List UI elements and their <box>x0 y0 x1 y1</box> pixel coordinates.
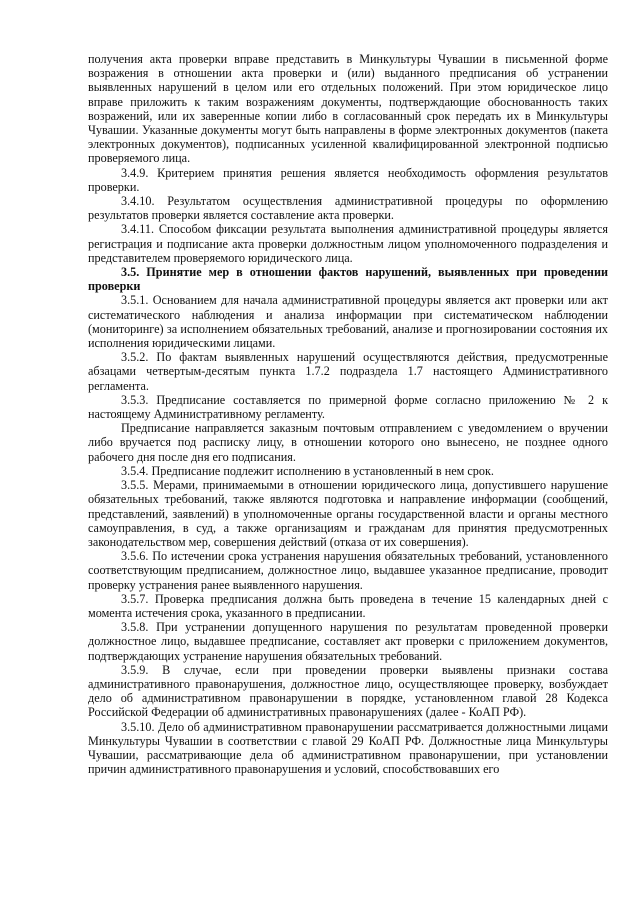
paragraph-3-5-3: 3.5.3. Предписание составляется по примерной форме согласно приложению № 2 к настоящему Административному регламенту. <box>88 392 608 422</box>
paragraph-3-5-9: 3.5.9. В случае, если при проведении проверки выявлены признаки состава административного правонарушения, должностное лицо, осуществляющее проверку, возбуждает дело об административном правонарушении в порядке, установленном главой 28 Кодекса Российской Федерации об административных правонарушениях (далее - КоАП РФ). <box>88 662 608 720</box>
paragraph-3-5-2: 3.5.2. По фактам выявленных нарушений осуществляются действия, предусмотренные абзацами четвертым-десятым пункта 1.7.2 подраздела 1.7 настоящего Административного регламента. <box>88 350 608 393</box>
paragraph-3-5-8: 3.5.8. При устранении допущенного нарушения по результатам проведенной проверки должностное лицо, выдавшее предписание, составляет акт проверки с приложением документов, подтверждающих устранение нарушения обязательных требований. <box>88 620 608 663</box>
paragraph-3-5-4: 3.5.4. Предписание подлежит исполнению в установленный в нем срок. <box>121 463 494 478</box>
paragraph-3-5-5: 3.5.5. Мерами, принимаемыми в отношении юридического лица, допустившего нарушение обязательных требований, также являются подготовка и направление информации (сообщений, представлений, заявлений) в уполномоченные органы государственной власти и органы местного самоуправления, в суд, а также организациям и гражданам для принятия предусмотренных законодательством мер, совершения действий (отказа от их совершения). <box>88 478 608 549</box>
paragraph-3-4-10: 3.4.10. Результатом осуществления административной процедуры по оформлению результатов проверки является составление акта проверки. <box>88 194 608 223</box>
paragraph-3-4-11: 3.4.11. Способом фиксации результата выполнения административной процедуры является регистрация и подписание акта проверки должностным лицом уполномоченного подразделения и представителем проверяемого юридического лица. <box>88 222 608 265</box>
paragraph-3-4-9: 3.4.9. Критерием принятия решения является необходимость оформления результатов проверки. <box>88 165 608 194</box>
document-page <box>88 52 608 776</box>
paragraph-3-5-6: 3.5.6. По истечении срока устранения нарушения обязательных требований, установленного соответствующим предписанием, должностное лицо, выдавшее указанное предписание, проводит проверку устранения ранее выявленного нарушения. <box>88 549 608 592</box>
section-heading-3-5: 3.5. Принятие мер в отношении фактов нарушений, выявленных при проведении проверки <box>88 265 608 294</box>
paragraph-3-5-7: 3.5.7. Проверка предписания должна быть проведена в течение 15 календарных дней с момента истечения срока, указанного в предписании. <box>88 591 608 620</box>
paragraph-3-5-10: 3.5.10. Дело об административном правонарушении рассматривается должностными лицами Минкультуры Чувашии в соответствии с главой 29 КоАП РФ. Должностные лица Минкультуры Чувашии, рассматривающие дела об административном правонарушении, при установлении причин административного правонарушения и условий, способствовавших его <box>88 719 608 777</box>
paragraph-3-5-1: 3.5.1. Основанием для начала административной процедуры является акт проверки или акт систематического наблюдения и анализа информации при систематическом наблюдении (мониторинге) за исполнением обязательных требований, анализе и прогнозировании состояния их исполнения юридическими лицами. <box>88 293 608 351</box>
paragraph-continuation: получения акта проверки вправе представить в Минкультуры Чувашии в письменной форме возражения в отношении акта проверки и (или) выданного предписания об устранении выявленных нарушений в целом или его отдельных положений. При этом юридическое лицо вправе приложить к таким возражениям документы, подтверждающие обоснованность таких возражений, или их заверенные копии либо в согласованный срок передать их в Минкультуры Чувашии. Указанные документы могут быть направлены в форме электронных документов (пакета электронных документов), подписанных усиленной квалифицированной электронной подписью проверяемого лица. <box>88 52 608 166</box>
paragraph-prescription-delivery: Предписание направляется заказным почтовым отправлением с уведомлением о вручении либо вручается под расписку лицу, в отношении которого оно вынесено, не позднее одного рабочего дня после дня его подписания. <box>88 421 608 464</box>
